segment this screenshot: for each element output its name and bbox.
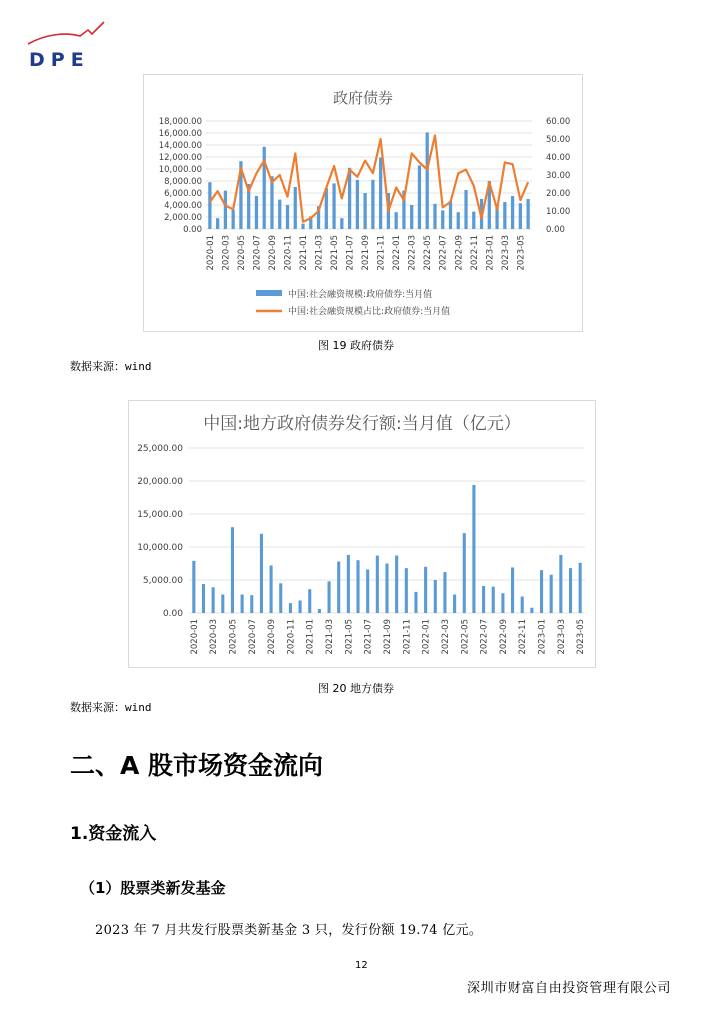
chart-2-x-tick: 2021-01	[305, 619, 316, 655]
chart-2-bar	[260, 534, 263, 613]
chart-2-bar	[569, 568, 572, 613]
chart-1-title: 政府债券	[332, 89, 394, 107]
chart-1-bar	[426, 132, 429, 229]
chart-2-bar	[434, 580, 437, 613]
chart-2-x-tick: 2022-01	[421, 619, 432, 655]
chart-1-y-left-tick: 18,000.00	[158, 117, 202, 127]
chart-2-x-tick: 2021-07	[363, 619, 374, 655]
figure-19-source: 数据来源：wind	[70, 360, 152, 373]
chart-1-bar	[286, 205, 289, 229]
chart-2-bar	[414, 592, 417, 613]
chart-1-x-tick: 2021-09	[361, 235, 372, 271]
logo-swoosh-icon	[26, 20, 116, 72]
chart-1-legend-line-label: 中国:社会融资规模占比:政府债券:当月值	[288, 307, 451, 317]
chart-1-bar	[356, 180, 359, 229]
chart-1-y-right-tick: 50.00	[546, 135, 571, 145]
chart-1-x-tick: 2022-05	[423, 235, 434, 271]
chart-1-x-tick: 2023-01	[485, 235, 496, 271]
chart-2-y-tick: 25,000.00	[137, 444, 183, 454]
chart-2-bar	[366, 569, 369, 613]
section-subsubheading: （1）股票类新发基金	[80, 879, 226, 897]
chart-1-bar	[255, 196, 258, 229]
page-number: 12	[355, 960, 368, 971]
chart-2-bar	[221, 595, 224, 613]
chart-1-x-tick: 2020-01	[205, 235, 216, 271]
chart-2-x-tick: 2022-05	[460, 619, 471, 655]
chart-1-x-tick: 2021-11	[376, 235, 387, 271]
chart-2-x-tick: 2021-03	[325, 619, 336, 655]
chart-2-bar	[299, 600, 302, 613]
chart-1-y-left-tick: 2,000.00	[164, 213, 202, 223]
chart-1-bar	[216, 218, 219, 229]
chart-2-bar	[337, 562, 340, 613]
chart-1-x-tick: 2020-09	[267, 235, 278, 271]
logo-text: DPE	[29, 49, 90, 71]
chart-2-bar	[443, 572, 446, 613]
chart-2-x-tick: 2023-01	[537, 619, 548, 655]
chart-2-x-tick: 2020-03	[209, 619, 220, 655]
section-subheading: 1.资金流入	[70, 824, 157, 844]
chart-1-y-left-tick: 14,000.00	[158, 141, 202, 151]
chart-2-x-tick: 2021-05	[344, 619, 355, 655]
figure-19-caption: 图 19 政府债券	[318, 339, 394, 352]
chart-1-bar	[464, 190, 467, 229]
chart-2-bar	[289, 603, 292, 613]
chart-1-bar	[395, 212, 398, 229]
chart-2-bar	[521, 597, 524, 614]
chart-1-x-tick: 2022-01	[392, 235, 403, 271]
chart-1-bar	[278, 200, 281, 229]
chart-2-bar	[328, 581, 331, 613]
chart-1-y-left-tick: 0.00	[183, 225, 202, 235]
chart-1-y-right-tick: 30.00	[546, 171, 571, 181]
chart-1-bar	[232, 210, 235, 229]
chart-2-bar	[453, 595, 456, 613]
chart-2-bar	[279, 583, 282, 613]
chart-2-x-tick: 2021-09	[383, 619, 393, 655]
chart-1-y-left-tick: 12,000.00	[158, 153, 202, 163]
chart-2-bar	[376, 556, 379, 613]
chart-2-bar	[270, 565, 273, 613]
chart-1-bar	[449, 201, 452, 229]
chart-1-bar	[332, 183, 335, 229]
chart-1-y-right-tick: 60.00	[546, 117, 571, 127]
chart-2-x-tick: 2022-09	[498, 619, 509, 655]
chart-2-bar	[463, 533, 466, 613]
chart-1-bar	[301, 224, 304, 229]
chart-1-x-tick: 2023-05	[516, 235, 527, 271]
chart-1-bar	[263, 147, 266, 229]
figure-20-caption: 图 20 地方债券	[318, 682, 394, 695]
chart-1-x-tick: 2020-11	[283, 235, 294, 271]
chart-1-x-tick: 2023-03	[500, 235, 511, 271]
chart-2-bar	[511, 567, 514, 613]
chart-1-x-tick: 2022-11	[469, 235, 480, 271]
chart-2-bar	[202, 584, 205, 613]
chart-2-bar	[559, 555, 562, 613]
chart-2-x-tick: 2023-05	[576, 619, 587, 655]
chart-1-y-left-tick: 10,000.00	[158, 165, 202, 175]
chart-1-y-left-tick: 4,000.00	[164, 201, 202, 211]
chart-2-y-tick: 20,000.00	[137, 477, 183, 487]
chart-2-y-tick: 15,000.00	[137, 510, 183, 520]
chart-1-y-left-tick: 16,000.00	[158, 129, 202, 139]
chart-1-bar	[433, 204, 436, 229]
chart-2-bar	[395, 556, 398, 613]
chart-1-bar	[340, 218, 343, 229]
chart-1-bar	[224, 191, 227, 229]
chart-2-x-tick: 2021-11	[402, 619, 413, 655]
chart-1-x-tick: 2020-03	[221, 235, 232, 271]
chart-2-bar	[192, 561, 195, 613]
chart-2-bar	[318, 609, 321, 613]
chart-1-bar	[457, 212, 460, 229]
chart-2-x-tick: 2020-01	[189, 619, 200, 655]
chart-1-bar	[410, 205, 413, 229]
chart-2-bar	[405, 568, 408, 613]
chart-1-x-tick: 2021-03	[314, 235, 325, 271]
chart-1-bar	[511, 196, 514, 229]
chart-2-bar	[501, 593, 504, 613]
chart-2-bar	[540, 570, 543, 613]
chart-1-y-left-tick: 6,000.00	[164, 189, 202, 199]
chart-2-bar	[231, 527, 234, 613]
chart-2-bar	[241, 595, 244, 613]
chart-1-y-left-tick: 8,000.00	[164, 177, 202, 187]
local-bond-chart	[128, 400, 596, 668]
chart-1-y-right-tick: 0.00	[546, 225, 565, 235]
chart-1-bar	[503, 202, 506, 229]
chart-2-x-tick: 2020-11	[286, 619, 297, 655]
chart-1-legend-bar-label: 中国:社会融资规模:政府债券:当月值	[288, 290, 433, 300]
chart-2-bar	[308, 589, 311, 613]
chart-1-x-tick: 2021-07	[345, 235, 356, 271]
chart-2-y-tick: 5,000.00	[142, 576, 183, 586]
chart-1-x-tick: 2022-03	[407, 235, 418, 271]
chart-2-bar	[424, 567, 427, 613]
chart-2-bar	[356, 560, 359, 613]
government-bond-chart	[143, 74, 583, 332]
chart-1-bar	[270, 176, 273, 229]
chart-1-y-right-tick: 20.00	[546, 189, 571, 199]
chart-2-bar	[250, 595, 253, 613]
chart-2-bar	[347, 555, 350, 613]
chart-2-bar	[530, 608, 533, 613]
chart-1-x-tick: 2022-09	[454, 235, 465, 271]
chart-2-x-tick: 2020-05	[228, 619, 239, 655]
chart-2-x-tick: 2022-11	[518, 619, 529, 655]
chart-2-x-tick: 2022-03	[440, 619, 451, 655]
chart-1-bar	[526, 199, 529, 229]
chart-2-x-tick: 2020-07	[247, 619, 258, 655]
chart-2-title: 中国:地方政府债券发行额:当月值（亿元）	[203, 414, 521, 434]
chart-1-bar	[208, 182, 211, 229]
chart-2-y-tick: 10,000.00	[137, 543, 183, 553]
chart-2-bar	[550, 575, 553, 613]
local-bond-chart-svg	[129, 401, 595, 667]
chart-2-bar	[212, 587, 215, 613]
chart-1-bar	[519, 203, 522, 229]
chart-2-x-tick: 2022-07	[479, 619, 490, 655]
chart-2-y-tick: 0.00	[162, 609, 183, 619]
chart-1-y-right-tick: 40.00	[546, 153, 571, 163]
government-bond-chart-svg	[144, 75, 582, 331]
chart-2-bar	[579, 563, 582, 613]
chart-2-x-tick: 2020-09	[267, 619, 278, 655]
chart-2-bar	[385, 564, 388, 614]
chart-1-y-right-tick: 10.00	[546, 207, 571, 217]
chart-1-bar	[371, 180, 374, 229]
chart-2-bar	[492, 587, 495, 613]
chart-1-x-tick: 2020-05	[236, 235, 247, 271]
section-heading: 二、A 股市场资金流向	[70, 751, 324, 780]
chart-2-bar	[472, 485, 475, 613]
dpe-logo	[26, 20, 116, 72]
footer-company: 深圳市财富自由投资管理有限公司	[467, 981, 672, 996]
chart-2-x-tick: 2023-03	[556, 619, 567, 655]
chart-1-bar	[379, 158, 382, 229]
chart-1-bar	[441, 210, 444, 229]
chart-1-bar	[418, 165, 421, 229]
chart-1-bar	[363, 193, 366, 229]
figure-20-source: 数据来源：wind	[70, 701, 152, 714]
chart-1-bar	[294, 187, 297, 229]
chart-1-x-tick: 2022-07	[438, 235, 449, 271]
chart-1-x-tick: 2020-07	[252, 235, 263, 271]
chart-1-bar	[472, 212, 475, 229]
chart-1-legend-bar-swatch	[256, 290, 282, 296]
chart-1-x-tick: 2021-01	[299, 235, 310, 271]
chart-1-x-tick: 2021-05	[330, 235, 341, 271]
body-paragraph: 2023 年 7 月共发行股票类新基金 3 只，发行份额 19.74 亿元。	[95, 923, 483, 938]
chart-2-bar	[482, 586, 485, 613]
